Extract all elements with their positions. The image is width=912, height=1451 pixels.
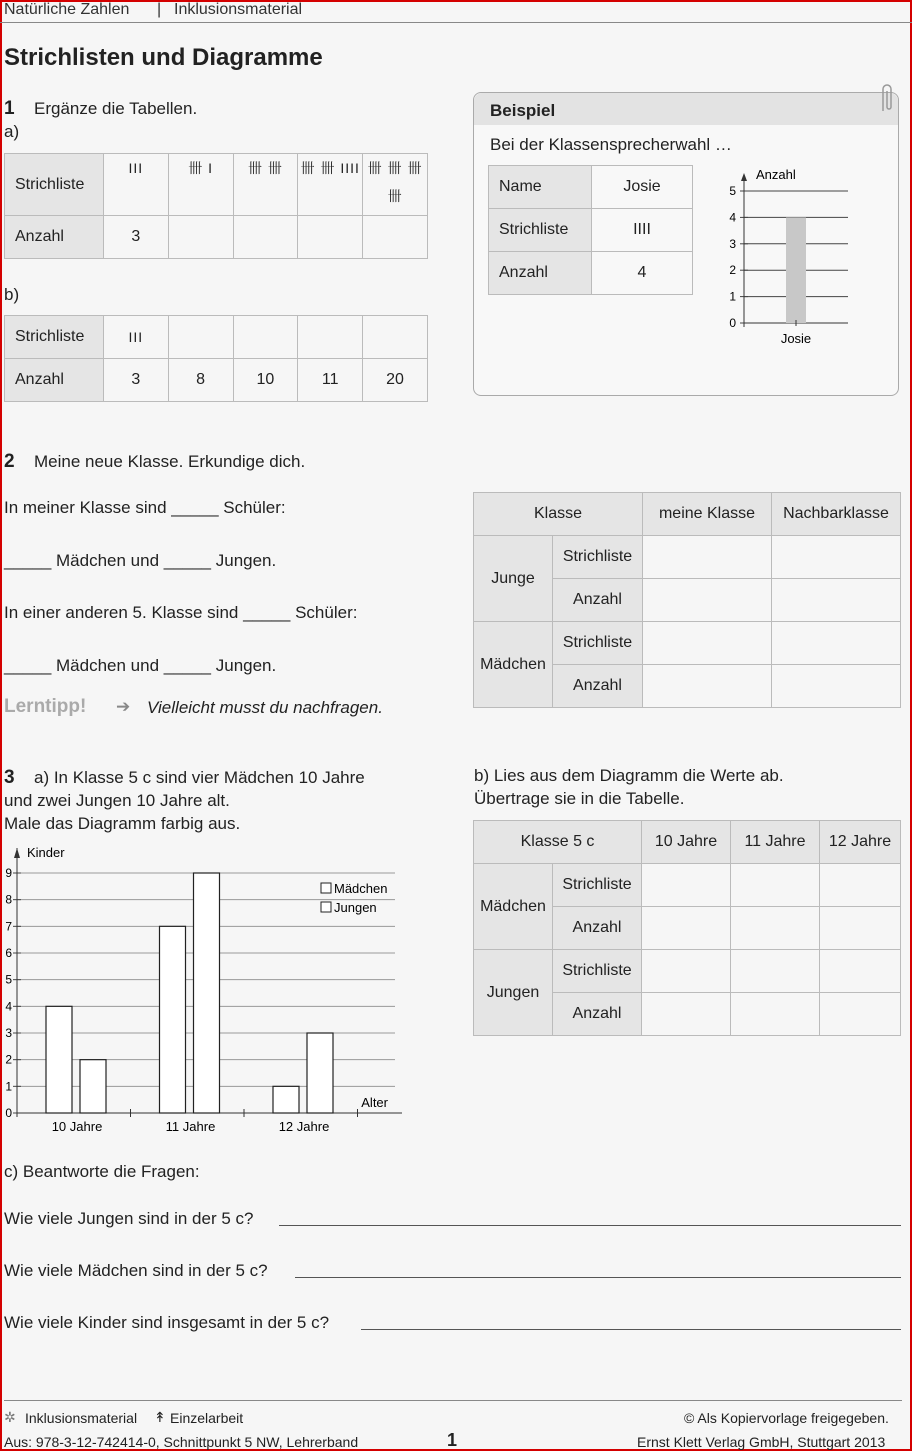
task1a-row-tally-label: Strichliste — [5, 154, 104, 216]
answer-line-3[interactable] — [361, 1329, 901, 1330]
person-icon: ↟ — [154, 1409, 166, 1425]
task3-cell[interactable] — [820, 950, 901, 993]
task3-jungen-tally: Strichliste — [553, 950, 642, 993]
task2-group-maedchen: Mädchen — [474, 622, 553, 708]
legend-label: Mädchen — [334, 881, 388, 896]
task2-number: 2 — [4, 451, 15, 472]
example-y-arrow — [741, 173, 747, 181]
task1a-tally-1: III — [103, 154, 168, 216]
task2-cell[interactable] — [643, 579, 772, 622]
task3-cell[interactable] — [820, 993, 901, 1036]
header-category: Inklusionsmaterial — [174, 1, 303, 18]
task3-a-line2: und zwei Jungen 10 Jahre alt. — [4, 791, 230, 810]
task3-head-10: 10 Jahre — [642, 821, 731, 864]
task1a-tally-3: 卌 卌 — [233, 154, 298, 216]
legend-label: Jungen — [334, 900, 377, 915]
task1a-count-5[interactable] — [363, 216, 428, 259]
bar-maedchen — [160, 926, 186, 1113]
bar-jungen — [194, 873, 220, 1113]
task3-cell[interactable] — [820, 907, 901, 950]
example-table — [488, 165, 693, 295]
example-y-tick-label: 0 — [729, 316, 736, 330]
y-tick-label: 5 — [5, 972, 12, 987]
task2-instruction: Meine neue Klasse. Erkundige dich. — [34, 452, 306, 471]
task1-b-label: b) — [4, 285, 20, 304]
snowflake-icon: ✲ — [4, 1409, 16, 1425]
task2-head-nachbar: Nachbarklasse — [772, 493, 901, 536]
example-y-axis-label: Anzahl — [756, 167, 796, 182]
task1b-tally-2[interactable] — [168, 316, 233, 359]
example-y-tick-label: 5 — [729, 184, 736, 198]
task2-junge-count: Anzahl — [553, 579, 643, 622]
example-intro: Bei der Klassensprecherwahl … — [490, 135, 732, 154]
example-y-tick-label: 4 — [729, 210, 736, 225]
example-row-count-value: 4 — [592, 252, 693, 295]
task3-number: 3 — [4, 767, 15, 788]
y-tick-label: 4 — [5, 999, 12, 1014]
task1a-count-1: 3 — [103, 216, 168, 259]
bar-jungen — [80, 1060, 106, 1113]
task1b-count-5: 20 — [363, 359, 428, 402]
task1b-row-tally-label: Strichliste — [5, 316, 104, 359]
task2-maedchen-tally: Strichliste — [553, 622, 643, 665]
task1b-tally-3[interactable] — [233, 316, 298, 359]
legend-swatch — [321, 902, 331, 912]
example-row-name-label: Name — [489, 166, 592, 209]
y-tick-label: 3 — [5, 1026, 12, 1040]
example-box — [473, 92, 899, 396]
task3-head-12: 12 Jahre — [820, 821, 901, 864]
task3-maedchen-count: Anzahl — [553, 907, 642, 950]
y-axis-label: Kinder — [27, 845, 65, 860]
task1a-table — [4, 153, 428, 259]
task3-group-maedchen: Mädchen — [474, 864, 553, 950]
task3-b-line1: b) Lies aus dem Diagramm die Werte ab. — [474, 766, 784, 785]
task3-cell[interactable] — [731, 950, 820, 993]
y-tick-label: 2 — [5, 1052, 12, 1067]
legend-swatch — [321, 883, 331, 893]
task3-table — [473, 820, 901, 1036]
footer-copyright: © Als Kopiervorlage freigegeben. — [684, 1410, 889, 1426]
task3-cell[interactable] — [642, 864, 731, 907]
bar-maedchen — [46, 1006, 72, 1113]
y-tick-label: 8 — [5, 892, 12, 907]
task3-a-line1: a) In Klasse 5 c sind vier Mädchen 10 Jahre — [34, 768, 365, 787]
task2-line1: In meiner Klasse sind _____ Schüler: — [4, 498, 286, 517]
x-tick-label: 12 Jahre — [278, 1119, 330, 1134]
task1b-count-4: 11 — [298, 359, 363, 402]
task2-group-junge: Junge — [474, 536, 553, 622]
footer-label-inklusion: Inklusionsmaterial — [25, 1410, 138, 1426]
task1-instruction: Ergänze die Tabellen. — [34, 99, 198, 118]
page-number: 1 — [447, 1430, 458, 1450]
example-y-tick-label: 2 — [729, 263, 736, 278]
task3-chart — [0, 840, 412, 1140]
task2-line4: _____ Mädchen und _____ Jungen. — [4, 656, 277, 675]
task3-head-11: 11 Jahre — [731, 821, 820, 864]
example-row-count-label: Anzahl — [489, 252, 592, 295]
task3-cell[interactable] — [642, 907, 731, 950]
task2-cell[interactable] — [772, 536, 901, 579]
bar-maedchen — [273, 1086, 299, 1113]
task3-cell[interactable] — [642, 993, 731, 1036]
task2-cell[interactable] — [643, 622, 772, 665]
task1b-tally-4[interactable] — [298, 316, 363, 359]
example-chart — [724, 165, 864, 355]
x-tick-label: 10 Jahre — [51, 1119, 103, 1134]
task3-cell[interactable] — [731, 993, 820, 1036]
footer-source: Aus: 978-3-12-742414-0, Schnittpunkt 5 NW, Lehrerband — [4, 1434, 359, 1450]
task2-cell[interactable] — [772, 665, 901, 708]
question-2: Wie viele Mädchen sind in der 5 c? — [4, 1261, 268, 1280]
task2-line3: In einer anderen 5. Klasse sind _____ Schüler: — [4, 603, 358, 622]
task1a-tally-5: 卌 卌 卌 卌 — [363, 154, 428, 216]
y-tick-label: 0 — [5, 1106, 12, 1120]
task3-cell[interactable] — [820, 864, 901, 907]
example-row-tally-value: IIII — [592, 209, 693, 252]
question-3: Wie viele Kinder sind insgesamt in der 5 c? — [4, 1313, 330, 1332]
example-x-tick-label: Josie — [780, 331, 812, 346]
footer-publisher: Ernst Klett Verlag GmbH, Stuttgart 2013 — [637, 1434, 886, 1450]
example-row-name-value: Josie — [592, 166, 693, 209]
task1b-count-3: 10 — [233, 359, 298, 402]
task2-cell[interactable] — [772, 579, 901, 622]
answer-line-2[interactable] — [295, 1277, 901, 1278]
question-1: Wie viele Jungen sind in der 5 c? — [4, 1209, 254, 1228]
task2-cell[interactable] — [643, 536, 772, 579]
task1a-count-3[interactable] — [233, 216, 298, 259]
task2-junge-tally: Strichliste — [553, 536, 643, 579]
answer-line-1[interactable] — [279, 1225, 901, 1226]
task1-number: 1 — [4, 98, 15, 119]
y-tick-label: 1 — [5, 1079, 12, 1094]
task3-maedchen-tally: Strichliste — [553, 864, 642, 907]
task3-cell[interactable] — [642, 950, 731, 993]
task2-maedchen-count: Anzahl — [553, 665, 643, 708]
task3-group-jungen: Jungen — [474, 950, 553, 1036]
task1a-count-2[interactable] — [168, 216, 233, 259]
lerntipp-text: Vielleicht musst du nachfragen. — [147, 698, 383, 717]
task3-jungen-count: Anzahl — [553, 993, 642, 1036]
task3-cell[interactable] — [731, 907, 820, 950]
example-y-tick-label: 3 — [729, 236, 736, 251]
task1a-tally-4: 卌 卌 IIII — [298, 154, 363, 216]
task3-c-heading: c) Beantworte die Fragen: — [4, 1162, 200, 1181]
task1-a-label: a) — [4, 122, 20, 141]
task3-cell[interactable] — [731, 864, 820, 907]
task3-b-line2: Übertrage sie in die Tabelle. — [474, 789, 685, 808]
header-separator: | — [157, 1, 162, 18]
x-tick-label: 11 Jahre — [165, 1119, 216, 1134]
paperclip-icon — [878, 81, 896, 115]
example-bar — [786, 217, 806, 323]
task1b-table — [4, 315, 428, 402]
page-title: Strichlisten und Diagramme — [4, 44, 323, 71]
task2-head-klasse: Klasse — [474, 493, 643, 536]
task1b-tally-5[interactable] — [363, 316, 428, 359]
x-axis-label: Alter — [361, 1095, 388, 1110]
arrow-right-icon: ➔ — [116, 697, 131, 716]
task1b-count-2: 8 — [168, 359, 233, 402]
task2-cell[interactable] — [643, 665, 772, 708]
y-tick-label: 6 — [5, 946, 12, 960]
task1b-row-count-label: Anzahl — [5, 359, 104, 402]
y-axis-arrow — [14, 848, 20, 858]
task2-cell[interactable] — [772, 622, 901, 665]
header-section: Natürliche Zahlen — [4, 1, 130, 18]
task2-line2: _____ Mädchen und _____ Jungen. — [4, 551, 277, 570]
example-y-tick-label: 1 — [729, 289, 736, 304]
task1a-tally-2: 卌 I — [168, 154, 233, 216]
header-rule — [0, 22, 912, 23]
task1b-tally-1: III — [103, 316, 168, 359]
example-row-tally-label: Strichliste — [489, 209, 592, 252]
y-tick-label: 9 — [5, 866, 12, 880]
task1b-count-1: 3 — [103, 359, 168, 402]
lerntipp-label: Lerntipp! — [4, 696, 87, 717]
task1a-row-count-label: Anzahl — [5, 216, 104, 259]
task1a-count-4[interactable] — [298, 216, 363, 259]
example-heading: Beispiel — [490, 101, 556, 120]
task3-a-line3: Male das Diagramm farbig aus. — [4, 814, 241, 833]
footer-label-einzelarbeit: Einzelarbeit — [170, 1410, 244, 1426]
task2-table — [473, 492, 901, 708]
y-tick-label: 7 — [5, 919, 12, 934]
task2-head-meine: meine Klasse — [643, 493, 772, 536]
task3-head-klasse: Klasse 5 c — [474, 821, 642, 864]
footer-rule — [4, 1400, 902, 1401]
bar-jungen — [307, 1033, 333, 1113]
